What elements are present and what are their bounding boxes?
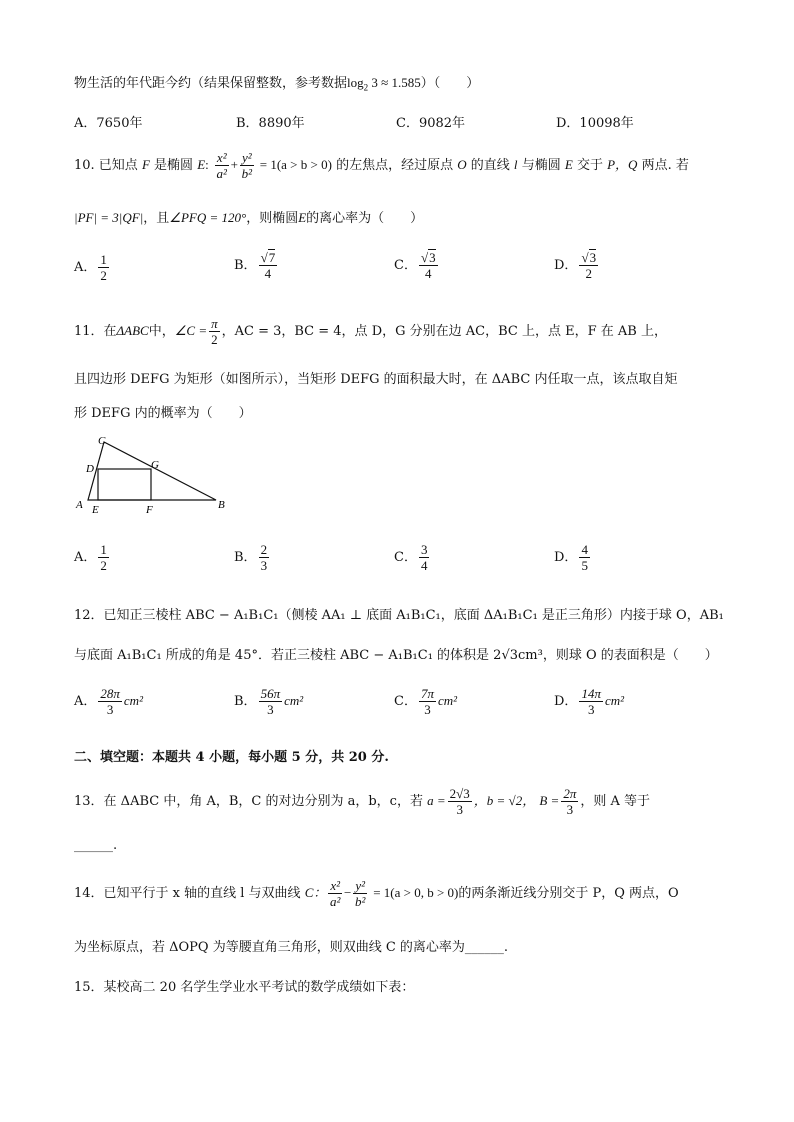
q11-option-d: D． $\frac{4}{5}$ [554,542,588,573]
hyp-rest: = 1(a > 0, b > 0) [373,885,459,900]
B-eq: B = [539,793,560,808]
q9-option-d: D．10098年 [556,116,634,131]
q14-line1: 14．已知平行于 x 轴的直线 l 与双曲线 C： $\frac{\text{x²}}{\text{a²}}$ − $\frac{\text{y²}}{\text{b²}}$ = 1(a > 0, b > 0)的两条渐近线分别交于 P，Q 两点，O [74,878,679,909]
q10-text-e: 与椭圆 [521,158,561,173]
var-C: C： [304,885,327,900]
q10-option-b: B． $\frac{√7}{4}$ [234,250,276,281]
a-frac: $\frac{2√3}{3}$ [449,786,470,817]
ellipse-rest: = 1(a > b > 0) [259,157,332,172]
triangle-figure [74,432,234,516]
q14-text-b: 的两条渐近线分别交于 P，Q 两点，O [458,886,679,901]
q9-option-b: B．8890年 [236,116,305,131]
rectangle-defg [98,469,151,500]
q11-line2: 且四边形 DEFG 为矩形（如图所示），当矩形 DEFG 的面积最大时，在 ΔABC 内任取一点，该点取自矩 [74,372,678,387]
q12-option-c: C． $\frac{7\pi}{3}$ cm² [394,686,458,717]
q10-option-a: A． $\frac{1}{2}$ [74,252,107,283]
q10-text-h: ，且 [143,211,170,226]
q10-text-f: 交于 [576,158,603,173]
q11-line3: 形 DEFG 内的概率为（ ） [74,406,252,421]
b-eq: ，b = √2， [473,793,536,808]
pf-qf: |PF| = 3|QF| [74,210,144,225]
q9-tail-line [74,72,479,93]
q12-option-a: A． $\frac{28\pi}{3}$ cm² [74,686,143,717]
q10-line1: 10. 已知点 F 是椭圆 E: $\frac{\text{x²}}{\text{a²}}$ + $\frac{\text{y²}}{\text{b²}}$ = 1(a > b > 0) 的左焦点，经过原点 O 的直线 l 与椭圆 E 交于 P，Q 两点. 若 [74,150,689,181]
pi-over-2: $\frac{\pi}{2}$ [211,316,218,347]
triangle-abc [88,442,216,500]
q12-line2: 与底面 A₁B₁C₁ 所成的角是 45°．若正三棱柱 ABC − A₁B₁C₁ 的体积是 2√3cm³，则球 O 的表面积是（ ） [74,648,718,663]
ellipse-y-frac: $\frac{\text{y²}}{\text{b²}}$ [241,150,252,181]
ellipse-x-frac: $\frac{\text{x²}}{\text{a²}}$ [216,150,227,181]
var-F: F [141,157,150,172]
q13-text-b: ，则 A 等于 [580,794,650,809]
angle-c: ∠C = [174,323,208,338]
q14-text-a: 14．已知平行于 x 轴的直线 l 与双曲线 [74,886,301,901]
q11-text-b: 中， [148,324,175,339]
log-base: 2 [363,82,369,93]
angle-pfq: ∠PFQ = 120° [169,210,247,225]
q12-option-b: B． $\frac{56\pi}{3}$ cm² [234,686,304,717]
label-G: G [151,459,159,471]
label-D: D [86,463,94,475]
q10-option-c: C． $\frac{√3}{4}$ [394,250,436,281]
q10-text-j: 的离心率为（ ） [306,211,424,226]
label-C: C [98,435,106,447]
q13-text-a: 13．在 ΔABC 中，角 A，B，C 的对边分别为 a，b，c，若 [74,794,423,809]
var-E2: E [564,157,573,172]
q11-text-a: 11．在 [74,324,117,339]
log-arg: 3 ≈ 1.585 [371,75,421,90]
hyp-y-frac: $\frac{\text{y²}}{\text{b²}}$ [355,878,366,909]
var-l: l [513,157,518,172]
q11-option-a: A． $\frac{1}{2}$ [74,542,107,573]
a-eq: a = [427,793,446,808]
q13-line1 [74,786,650,817]
q10-text-c: 的左焦点，经过原点 [336,158,454,173]
var-E: E [197,157,206,172]
q11-option-b: B． $\frac{2}{3}$ [234,542,268,573]
label-E: E [92,504,99,516]
q9-text: 物生活的年代距今约（结果保留整数，参考数据 [74,76,348,91]
q9-option-c: C．9082年 [396,116,466,131]
log-text: log [347,75,364,90]
q11-text-c: ，AC = 3，BC = 4，点 D，G 分别在边 AC，BC 上，点 E，F 在 AB 上， [221,324,667,339]
hyp-x-frac: $\frac{\text{x²}}{\text{a²}}$ [330,878,341,909]
label-A: A [76,499,83,511]
q15-line1: 15．某校高二 20 名学生学业水平考试的数学成绩如下表： [74,980,415,995]
q10-text-d: 的直线 [470,158,510,173]
var-E3: E [298,210,307,225]
B-frac: $\frac{2\pi}{3}$ [563,786,577,817]
q9-paren: ）（ ） [420,76,480,91]
var-PQ: P，Q [607,157,638,172]
q9-option-a: A．7650年 [74,116,143,131]
q10-option-d: D． $\frac{√3}{2}$ [554,250,597,281]
q11-option-c: C． $\frac{3}{4}$ [394,542,428,573]
var-O: O [457,157,467,172]
q13-blank: ______. [74,838,118,853]
q10-text-b: 是椭圆 [154,158,194,173]
label-B: B [218,499,225,511]
section-heading: 二、填空题：本题共 4 小题，每小题 5 分，共 20 分. [74,750,389,765]
q10-line2 [74,207,423,226]
q10-text-a: 10. 已知点 [74,158,138,173]
q12-line1: 12．已知正三棱柱 ABC − A₁B₁C₁（侧棱 AA₁ ⊥ 底面 A₁B₁C₁，底面 ΔA₁B₁C₁ 是正三角形）内接于球 O，AB₁ [74,608,724,623]
label-F: F [146,504,153,516]
q10-text-g: 两点. 若 [641,158,689,173]
tri-abc: ΔABC [116,323,149,338]
q10-text-i: ，则椭圆 [246,211,299,226]
q12-option-d: D． $\frac{14\pi}{3}$ cm² [554,686,625,717]
q11-line1 [74,316,667,347]
q14-line2: 为坐标原点，若 ΔOPQ 为等腰直角三角形，则双曲线 C 的离心率为______. [74,940,509,955]
